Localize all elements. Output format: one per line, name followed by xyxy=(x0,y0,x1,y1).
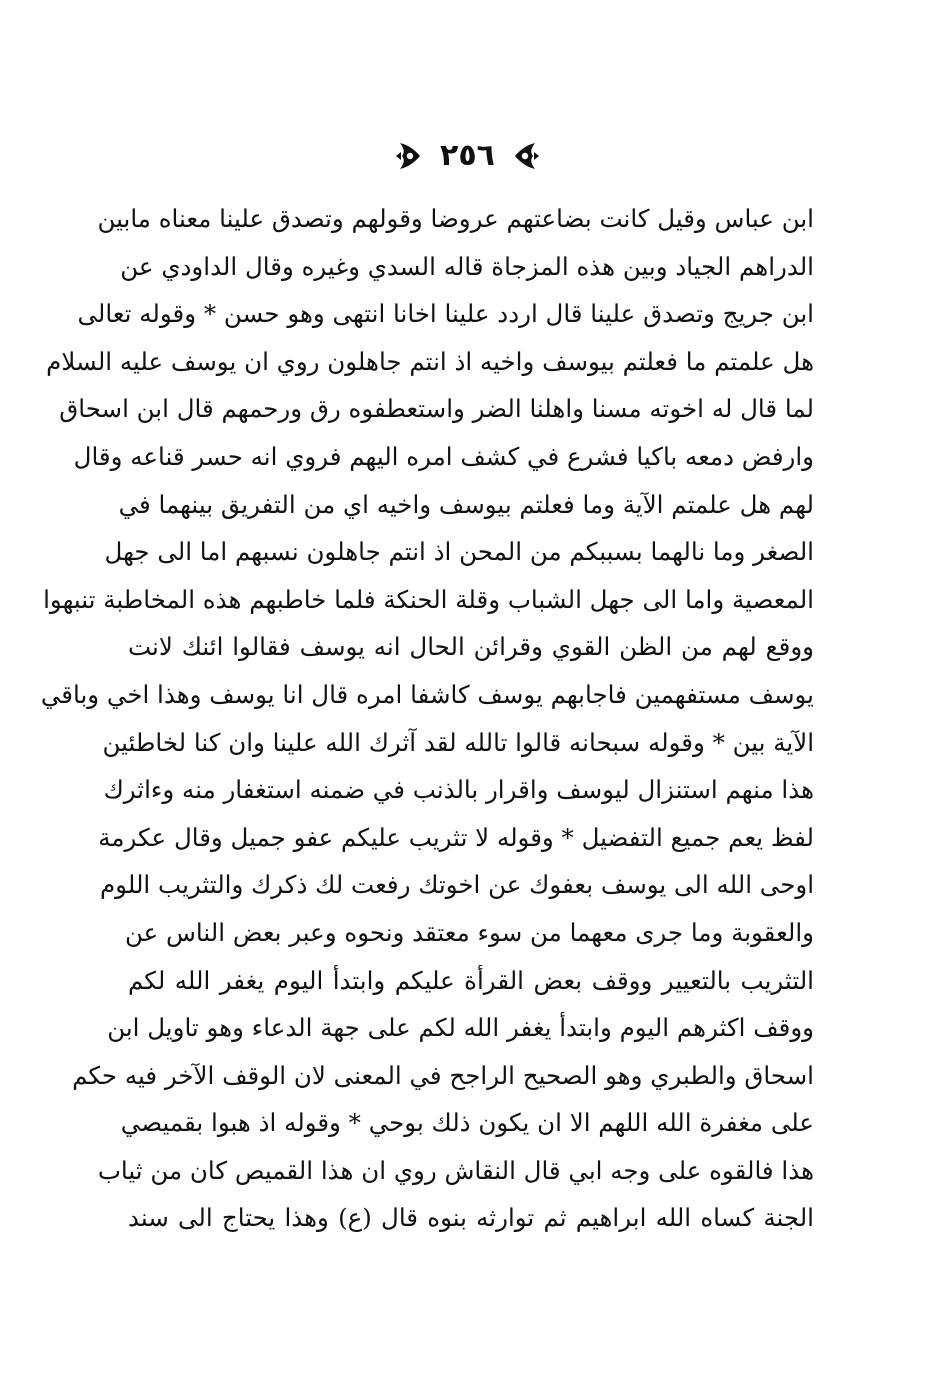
text-line: ابن عباس وقيل كانت بضاعتهم عروضا وقولهم وتصدق علينا معناه مابين xyxy=(97,204,814,233)
text-line: المعصية واما الى جهل الشباب وقلة الحنكة فلما خاطبهم هذه المخاطبة تنبهوا xyxy=(43,584,814,614)
text-line: الآية بين * وقوله سبحانه قالوا تالله لقد آثرك الله علينا وان كنا لخاطئين xyxy=(102,727,814,757)
page-header xyxy=(0,128,935,184)
text-line: اوحى الله الى يوسف بعفوك عن اخوتك رفعت لك ذكرك والتثريب اللوم xyxy=(100,870,814,900)
text-line: لفظ يعم جميع التفضيل * وقوله لا تثريب عليكم عفو جميل وقال عكرمة xyxy=(98,822,814,852)
text-line: يوسف مستفهمين فاجابهم يوسف كاشفا امره قال انا يوسف وهذا اخي وباقي xyxy=(40,679,814,709)
floral-ornament-icon xyxy=(392,139,422,173)
text-line: التثريب بالتعيير ووقف بعض القرأة عليكم وابتدأ اليوم يغفر الله لكم xyxy=(128,965,814,995)
text-line: اسحاق والطبري وهو الصحيح الراجح في المعنى لان الوقف الآخر فيه حكم xyxy=(72,1060,814,1090)
text-line: الصغر وما نالهما بسببكم من المحن اذ انتم جاهلون نسبهم اما الى جهل xyxy=(104,537,814,567)
text-line: لهم هل علمتم الآية وما فعلتم بيوسف واخيه اي من التفريق بينهما في xyxy=(118,489,814,519)
text-line: هل علمتم ما فعلتم بيوسف واخيه اذ انتم جاهلون روي ان يوسف عليه السلام xyxy=(46,346,814,376)
text-line: الجنة كساه الله ابراهيم ثم توارثه بنوه قال (ع) وهذا يحتاج الى سند xyxy=(128,1203,814,1233)
text-line: هذا منهم استنزال ليوسف واقرار بالذنب في ضمنه استغفار منه وءاثرك xyxy=(103,775,814,805)
floral-ornament-icon xyxy=(513,139,543,173)
text-line: ابن جريج وتصدق علينا قال اردد علينا اخانا انتهى وهو حسن * وقوله تعالى xyxy=(77,299,814,329)
text-line: ووقف اكثرهم اليوم وابتدأ يغفر الله لكم على جهة الدعاء وهو تاويل ابن xyxy=(107,1013,814,1043)
text-line: هذا فالقوه على وجه ابي قال النقاش روي ان هذا القميص كان من ثياب xyxy=(97,1155,814,1185)
text-line: والعقوبة وما جرى معهما من سوء معتقد ونحوه وعبر بعض الناس عن xyxy=(124,917,814,947)
text-line: ووقع لهم من الظن القوي وقرائن الحال انه يوسف فقالوا ائنك لانت xyxy=(128,632,814,662)
text-line: الدراهم الجياد وبين هذه المزجاة قاله السدي وغيره وقال الداودي عن xyxy=(120,251,814,281)
text-line: وارفض دمعه باكيا فشرع في كشف امره اليهم فروي انه حسر قناعه وقال xyxy=(73,441,814,471)
text-line: على مغفرة الله اللهم الا ان يكون ذلك بوحي * وقوله اذ هبوا بقميصي xyxy=(120,1108,814,1138)
page-body xyxy=(40,195,814,1242)
text-line: لما قال له اخوته مسنا واهلنا الضر واستعطفوه رق ورحمهم قال ابن اسحاق xyxy=(59,394,814,424)
page-number: ٢٥٦ xyxy=(440,138,495,173)
